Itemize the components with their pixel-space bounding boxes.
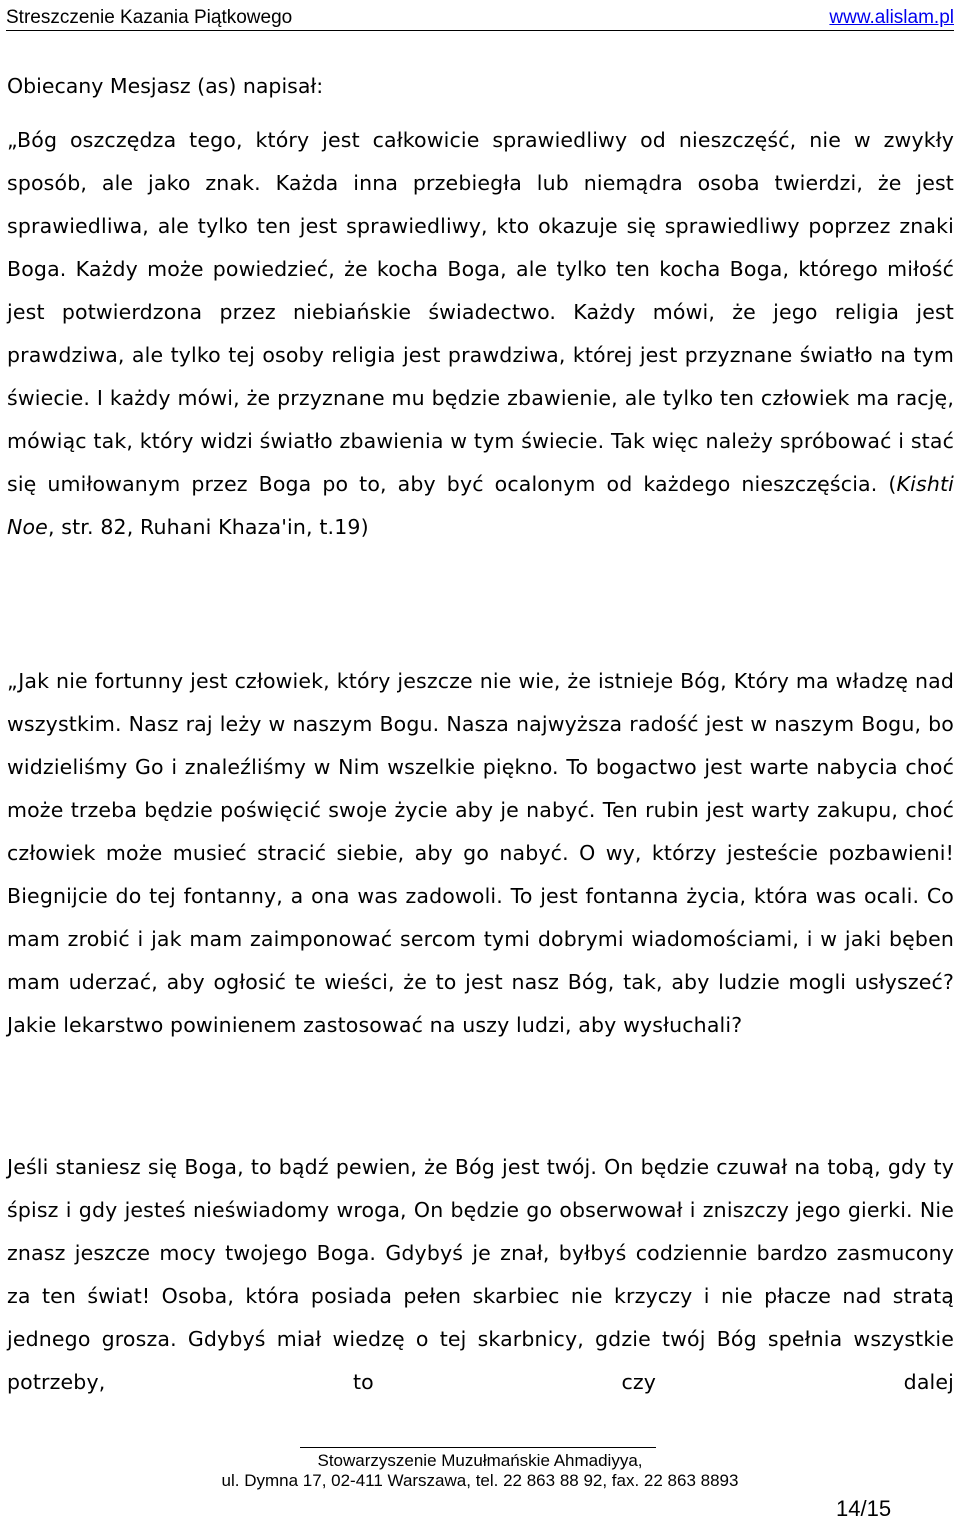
paragraph-3-text: Jeśli staniesz się Boga, to bądź pewien, że Bóg jest twój. On będzie czuwał na tobą, gdy ty śpisz i gdy jesteś nieświadomy wroga, On będzie go obserwował i zniszczy jego gierki. Nie znasz jeszcze mocy twojego Boga. Gdybyś je znał, byłbyś codziennie bardzo zasmucony za ten świat! Osoba, która posiada pełen skarbiec nie krzyczy i nie płacze nad stratą jednego grosza. Gdybyś miał wiedzę o tej skarbnicy, gdzie twój Bóg spełnia wszystkie potrzeby, to czy dalej (7, 1155, 954, 1394)
page-number: 14/15 (836, 1496, 892, 1521)
footer-divider (300, 1447, 656, 1448)
quote-paragraph-1 (7, 119, 954, 549)
header-website-link[interactable]: www.alislam.pl (829, 7, 954, 28)
quote-paragraph-2 (7, 660, 954, 1047)
footer-organization: Stowarzyszenie Muzułmańskie Ahmadiyya, (317, 1451, 643, 1470)
quote-1-cite-open: ( (877, 472, 897, 496)
header-title: Streszczenie Kazania Piątkowego (6, 7, 293, 28)
quote-1-cite-rest: , str. 82, Ruhani Khaza'in, t.19) (47, 515, 369, 539)
paragraph-3 (7, 1146, 954, 1404)
quote-1-cite-title: Kishti Noe (7, 472, 954, 539)
footer-address: ul. Dymna 17, 02-411 Warszawa, tel. 22 863 88 92, fax. 22 863 8893 (221, 1471, 739, 1490)
quote-1-body: „Bóg oszczędza tego, który jest całkowicie sprawiedliwy od nieszczęść, nie w zwykły sposób, ale jako znak. Każda inna przebiegła lub niemądra osoba twierdzi, że jest sprawiedliwa, ale tylko ten jest sprawiedliwy, kto okazuje się sprawiedliwy poprzez znaki Boga. Każdy może powiedzieć, że kocha Boga, ale tylko ten kocha Boga, którego miłość jest potwierdzona przez niebiańskie świadectwo. Każdy mówi, że jego religia jest prawdziwa, ale tylko tej osoby religia jest prawdziwa, której jest przyznane światło na tym świecie. I każdy mówi, że przyznane mu będzie zbawienie, ale tylko ten człowiek ma rację, mówiąc tak, który widzi światło zbawienia w tym świecie. Tak więc należy spróbować i stać się umiłowanym przez Boga po to, aby być ocalonym od każdego nieszczęścia. (7, 128, 954, 496)
page-header (6, 4, 954, 31)
page-footer (0, 1451, 960, 1491)
intro-line: Obiecany Mesjasz (as) napisał: (7, 74, 324, 98)
quote-1-text (7, 119, 954, 549)
quote-2-text: „Jak nie fortunny jest człowiek, który jeszcze nie wie, że istnieje Bóg, Który ma władzę nad wszystkim. Nasz raj leży w naszym Bogu. Nasza najwyższa radość jest w naszym Bogu, bo widzieliśmy Go i znaleźliśmy w Nim wszelkie piękno. To bogactwo jest warte nabycia choć może trzeba będzie poświęcić swoje życie aby je nabyć. Ten rubin jest warty zakupu, choć człowiek może musieć stracić siebie, aby go nabyć. O wy, którzy jesteście pozbawieni! Biegnijcie do tej fontanny, a ona was zadowoli. To jest fontanna życia, która was ocali. Co mam zrobić i jak mam zaimponować sercom tymi dobrymi wiadomościami, i w jaki bęben mam uderzać, aby ogłosić te wieści, że to jest nasz Bóg, tak, aby ludzie mogli usłyszeć? Jakie lekarstwo powinienem zastosować na uszy ludzi, aby wysłuchali? (7, 669, 954, 1037)
